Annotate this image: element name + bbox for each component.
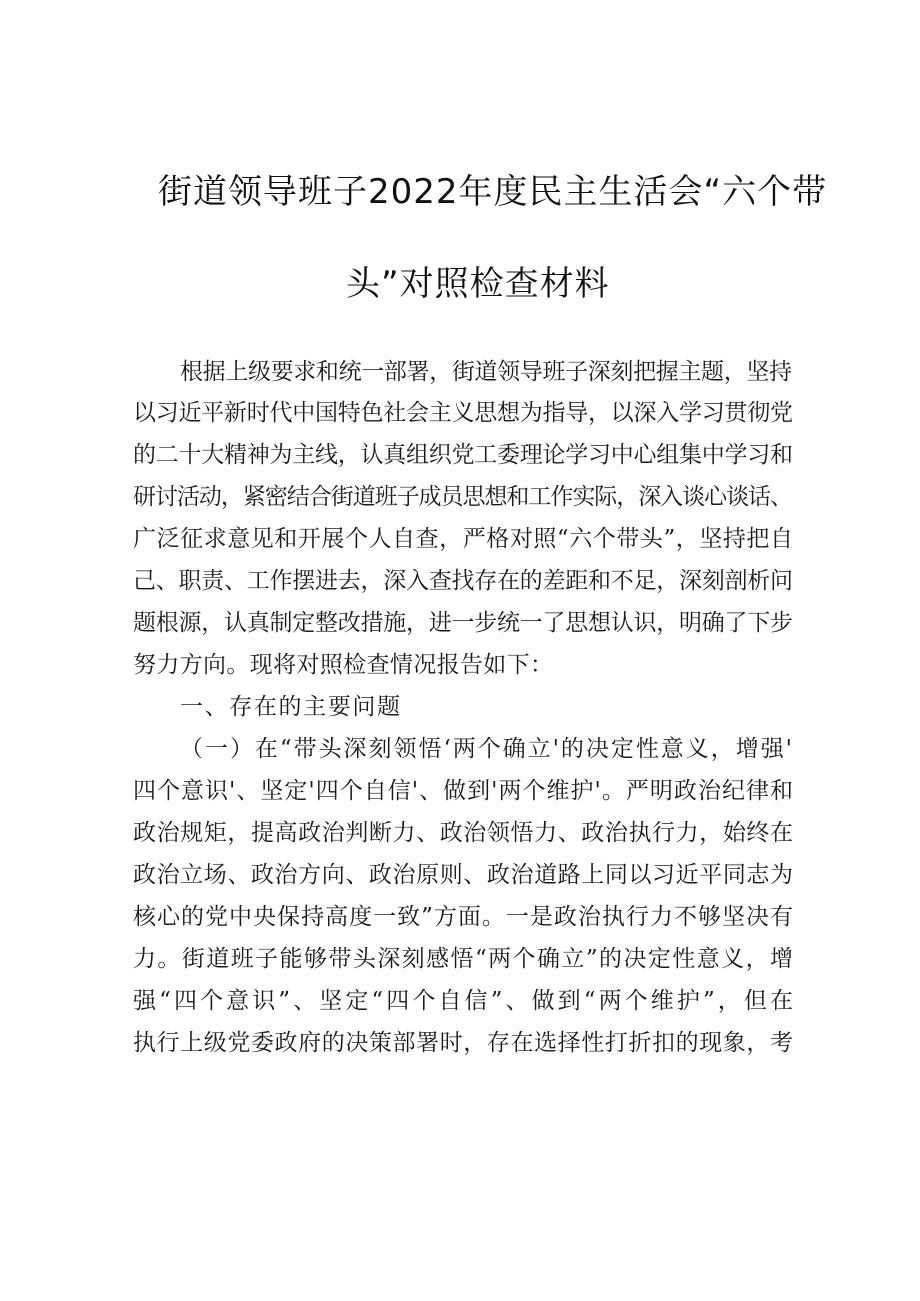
- paragraph-line-text: 强“四个意识”、坚定“四个自信”、做到“两个维护”，但在: [133, 988, 797, 1014]
- paragraph-line: [0, 355, 920, 389]
- paragraph-line: [0, 606, 920, 640]
- document-title-line-1: 街道领导班子2022年度民主生活会“六个带: [158, 172, 828, 212]
- paragraph-line-text: 四个意识'、坚定'四个自信'、做到'两个维护'。严明政治纪律和: [133, 778, 794, 804]
- paragraph-line-text: 根据上级要求和统一部署，街道领导班子深刻把握主题，坚持: [180, 359, 792, 385]
- section-heading-text: 一、存在的主要问题: [180, 694, 402, 720]
- paragraph-line: [0, 480, 920, 514]
- paragraph-line: [0, 774, 920, 808]
- paragraph-line: [0, 816, 920, 850]
- paragraph-line-text: 政治规矩，提高政治判断力、政治领悟力、政治执行力，始终在: [133, 820, 794, 846]
- paragraph-line-text: 努力方向。现将对照检查情况报告如下：: [133, 652, 554, 678]
- paragraph-line: [0, 1026, 920, 1060]
- paragraph-line-text: 广泛征求意见和开展个人自查，严格对照“六个带头”，坚持把自: [133, 526, 794, 552]
- paragraph-line-text: 核心的党中央保持高度一致”方面。一是政治执行力不够坚决有: [133, 904, 795, 930]
- document-title-line-2: 头”对照检查材料: [346, 264, 610, 304]
- paragraph-line-text: 执行上级党委政府的决策部署时，存在选择性打折扣的现象，考: [133, 1030, 794, 1056]
- paragraph-line-text: （一）在“带头深刻领悟‘两个确立'的决定性意义，增强': [180, 736, 794, 762]
- section-heading: [0, 690, 920, 724]
- paragraph-line: [0, 438, 920, 472]
- paragraph-line-text: 研讨活动，紧密结合街道班子成员思想和工作实际，深入谈心谈话、: [133, 484, 792, 510]
- paragraph-line: [0, 900, 920, 934]
- paragraph-line-text: 以习近平新时代中国特色社会主义思想为指导，以深入学习贯彻党: [133, 400, 793, 426]
- paragraph-line: [0, 522, 920, 556]
- paragraph-line-text: 的二十大精神为主线，认真组织党工委理论学习中心组集中学习和: [133, 442, 793, 468]
- paragraph-line: [0, 984, 920, 1018]
- paragraph-line-text: 政治立场、政治方向、政治原则、政治道路上同以习近平同志为: [133, 862, 794, 888]
- paragraph-line-text: 题根源，认真制定整改措施，进一步统一了思想认识，明确了下步: [133, 610, 793, 636]
- paragraph-line: [0, 732, 920, 766]
- paragraph-line: [0, 396, 920, 430]
- paragraph-line: [0, 942, 920, 976]
- paragraph-line: [0, 564, 920, 598]
- paragraph-line: [0, 858, 920, 892]
- paragraph-line: [0, 648, 920, 682]
- paragraph-line-text: 己、职责、工作摆进去，深入查找存在的差距和不足，深刻剖析问: [133, 568, 793, 594]
- paragraph-line-text: 力。街道班子能够带头深刻感悟“两个确立”的决定性意义，增: [133, 946, 795, 972]
